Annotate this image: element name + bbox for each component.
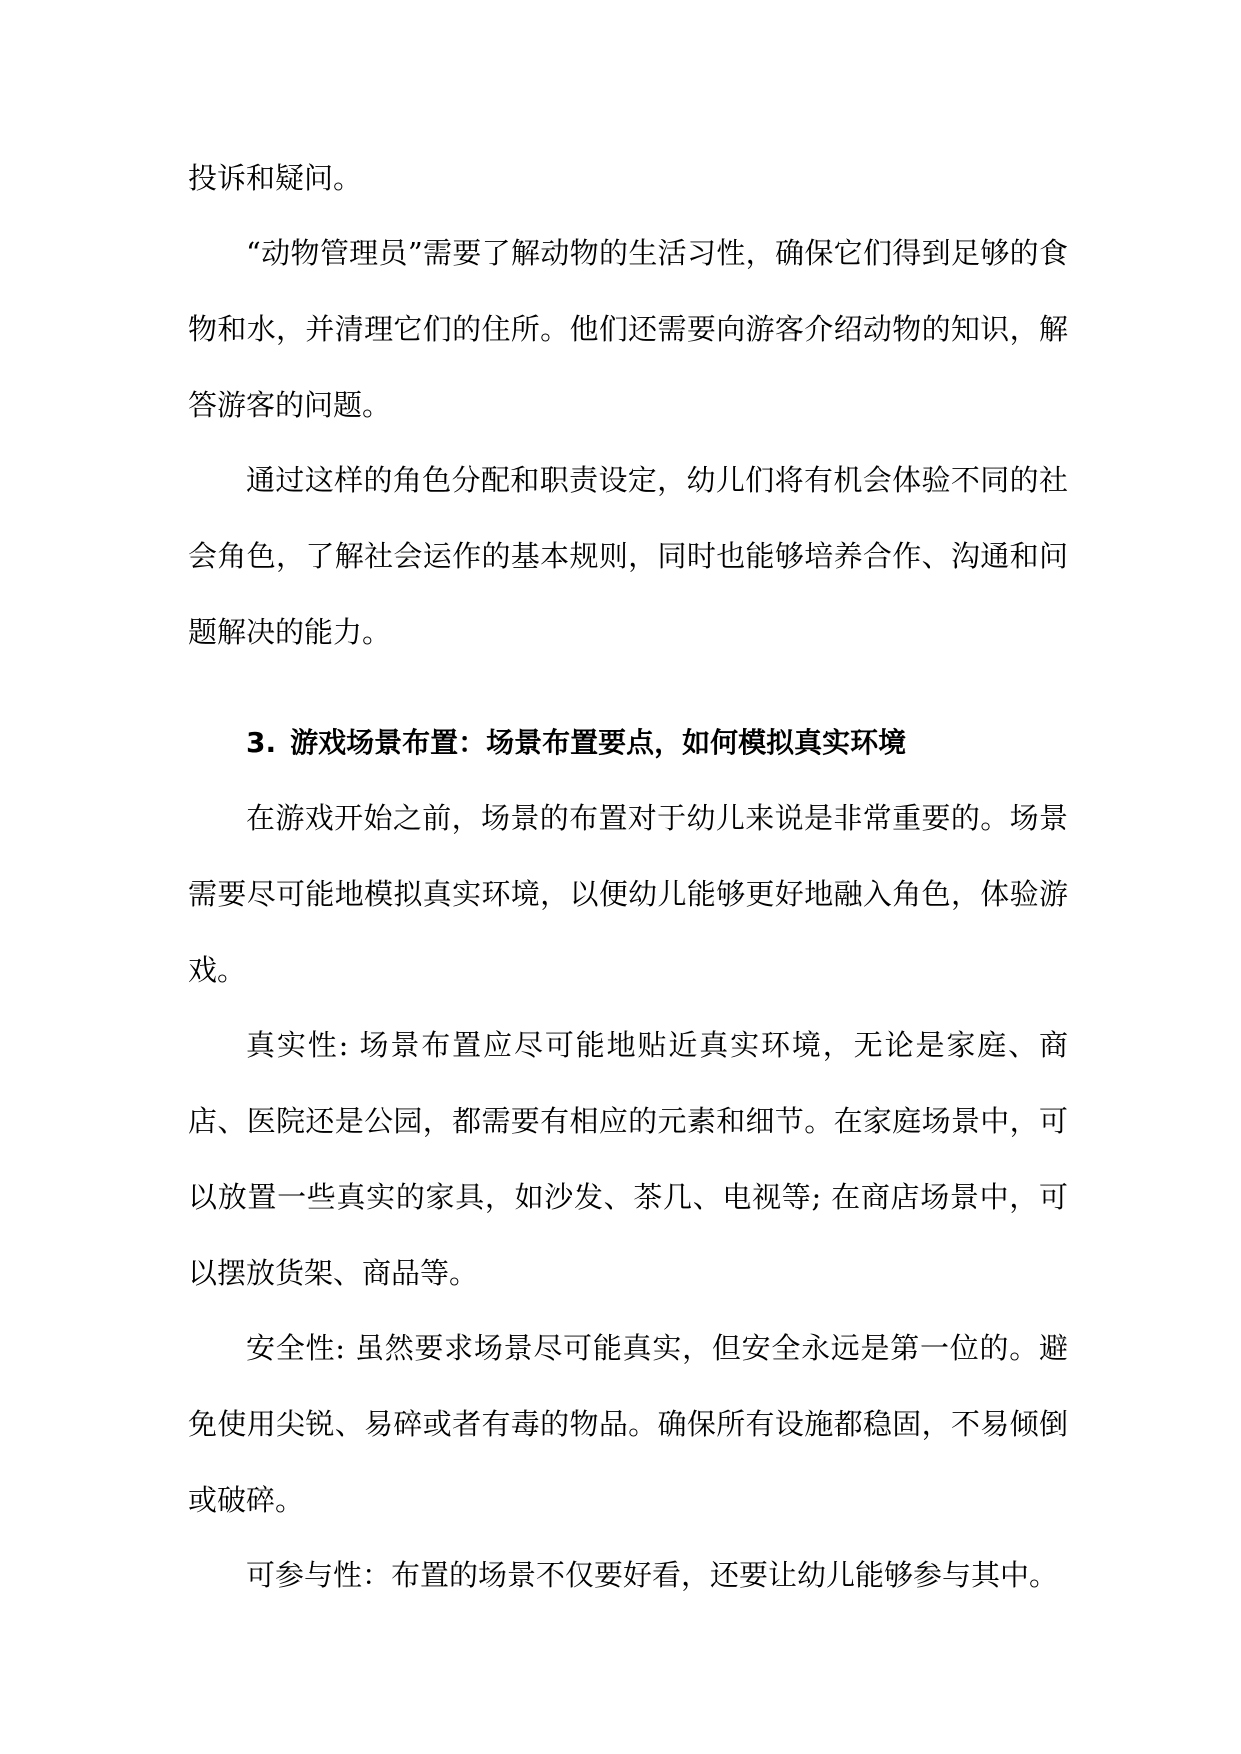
paragraph-animal-keeper: “动物管理员”需要了解动物的生活习性，确保它们得到足够的食物和水，并清理它们的住所。他们还需要向游客介绍动物的知识，解答游客的问题。 [188,236,1068,422]
paragraph-role-summary: 通过这样的角色分配和职责设定，幼儿们将有机会体验不同的社会角色，了解社会运作的基本规则，同时也能够培养合作、沟通和问题解决的能力。 [188,463,1068,649]
section-heading [188,705,1068,781]
section-title: 游戏场景布置：场景布置要点，如何模拟真实环境 [290,726,907,759]
paragraph-safety: 安全性: 虽然要求场景尽可能真实，但安全永远是第一位的。避免使用尖锐、易碎或者有毒的物品。确保所有设施都稳固，不易倾倒或破碎。 [188,1331,1068,1517]
paragraph-scene-intro: 在游戏开始之前，场景的布置对于幼儿来说是非常重要的。场景需要尽可能地模拟真实环境，以便幼儿能够更好地融入角色，体验游戏。 [188,801,1068,987]
document-body [188,140,1068,1612]
section-number: 3. [246,726,277,759]
paragraph-realism: 真实性: 场景布置应尽可能地贴近真实环境，无论是家庭、商店、医院还是公园，都需要有相应的元素和细节。在家庭场景中，可以放置一些真实的家具，如沙发、茶几、电视等; 在商店场景中，可以摆放货架、商品等。 [188,1028,1068,1290]
paragraph-participation: 可参与性：布置的场景不仅要好看，还要让幼儿能够参与其中。 [246,1558,1059,1592]
paragraph-continuation: 投诉和疑问。 [188,161,363,195]
